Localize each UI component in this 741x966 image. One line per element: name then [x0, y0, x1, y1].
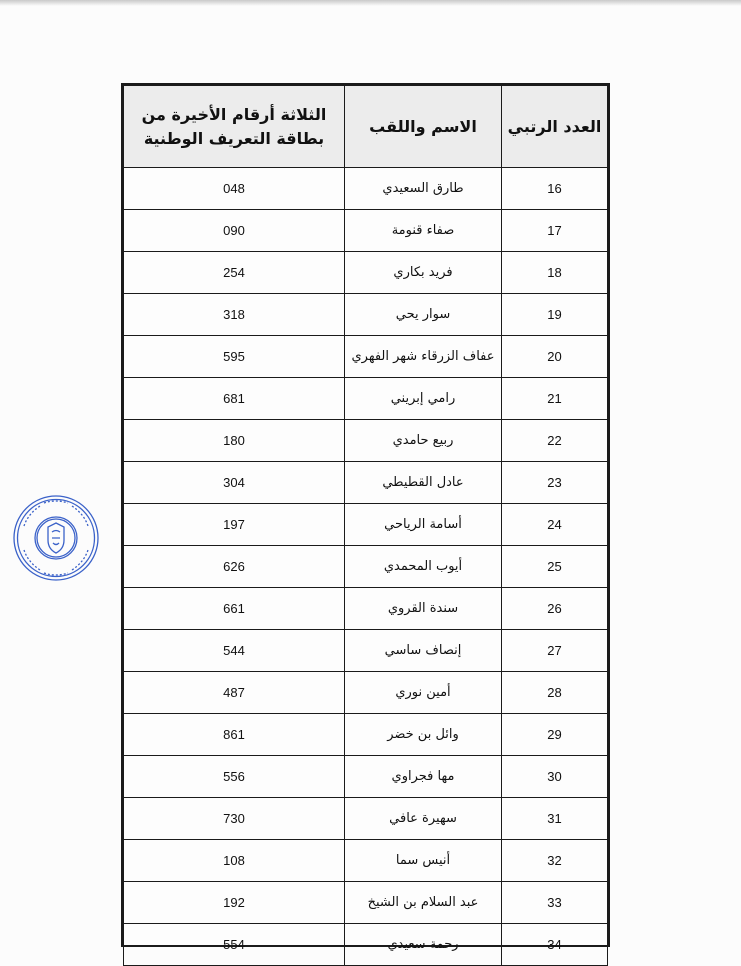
- official-seal-icon: [12, 494, 100, 582]
- id-digits-cell: 048: [124, 168, 345, 210]
- id-digits-cell: 180: [124, 420, 345, 462]
- id-digits-cell: 318: [124, 294, 345, 336]
- name-cell: رامي إبريني: [345, 378, 502, 420]
- id-digits-cell: 730: [124, 798, 345, 840]
- serial-cell: 21: [502, 378, 608, 420]
- table-row: [124, 588, 608, 630]
- serial-cell: 20: [502, 336, 608, 378]
- serial-cell: 30: [502, 756, 608, 798]
- table-row: [124, 672, 608, 714]
- name-cell: عفاف الزرقاء شهر الفهري: [345, 336, 502, 378]
- name-cell: عادل القطيطي: [345, 462, 502, 504]
- id-digits-cell: 192: [124, 882, 345, 924]
- serial-cell: 24: [502, 504, 608, 546]
- table-row: [124, 462, 608, 504]
- id-digits-cell: 861: [124, 714, 345, 756]
- table-row: [124, 252, 608, 294]
- table-row: [124, 294, 608, 336]
- id-digits-cell: 681: [124, 378, 345, 420]
- table-row: [124, 168, 608, 210]
- scan-edge-shadow: [0, 0, 741, 6]
- name-cell: ربيع حامدي: [345, 420, 502, 462]
- name-cell: صفاء قنومة: [345, 210, 502, 252]
- name-cell: طارق السعيدي: [345, 168, 502, 210]
- name-cell: أنيس سما: [345, 840, 502, 882]
- table-row: [124, 756, 608, 798]
- header-serial: العدد الرتبي: [502, 86, 608, 168]
- serial-cell: 17: [502, 210, 608, 252]
- id-digits-cell: 595: [124, 336, 345, 378]
- id-digits-cell: 661: [124, 588, 345, 630]
- table-row: [124, 336, 608, 378]
- id-digits-cell: 544: [124, 630, 345, 672]
- serial-cell: 33: [502, 882, 608, 924]
- name-cell: أمين نوري: [345, 672, 502, 714]
- id-digits-cell: 556: [124, 756, 345, 798]
- serial-cell: 32: [502, 840, 608, 882]
- serial-cell: 31: [502, 798, 608, 840]
- serial-cell: 16: [502, 168, 608, 210]
- name-cell: عبد السلام بن الشيخ: [345, 882, 502, 924]
- id-digits-cell: 626: [124, 546, 345, 588]
- header-name: الاسم واللقب: [345, 86, 502, 168]
- id-digits-cell: 090: [124, 210, 345, 252]
- table-header-row: [124, 86, 608, 168]
- table-row: [124, 504, 608, 546]
- serial-cell: 26: [502, 588, 608, 630]
- name-cell: أسامة الرياحي: [345, 504, 502, 546]
- header-id-digits: الثلاثة أرقام الأخيرة من بطاقة التعريف الوطنية: [124, 86, 345, 168]
- serial-cell: 25: [502, 546, 608, 588]
- id-digits-cell: 487: [124, 672, 345, 714]
- serial-cell: 27: [502, 630, 608, 672]
- table-row: [124, 630, 608, 672]
- id-digits-cell: 554: [124, 924, 345, 966]
- serial-cell: 18: [502, 252, 608, 294]
- table-row: [124, 546, 608, 588]
- name-cell: إنصاف ساسي: [345, 630, 502, 672]
- name-cell: فريد بكاري: [345, 252, 502, 294]
- serial-cell: 28: [502, 672, 608, 714]
- table-row: [124, 924, 608, 966]
- participants-table: [123, 85, 608, 966]
- table-row: [124, 714, 608, 756]
- name-cell: سندة القروي: [345, 588, 502, 630]
- name-cell: سهيرة عافي: [345, 798, 502, 840]
- participants-table-frame: [121, 83, 610, 952]
- name-cell: مها فجراوي: [345, 756, 502, 798]
- table-row: [124, 840, 608, 882]
- table-row: [124, 210, 608, 252]
- serial-cell: 29: [502, 714, 608, 756]
- serial-cell: 23: [502, 462, 608, 504]
- table-row: [124, 798, 608, 840]
- id-digits-cell: 108: [124, 840, 345, 882]
- id-digits-cell: 254: [124, 252, 345, 294]
- serial-cell: 34: [502, 924, 608, 966]
- id-digits-cell: 304: [124, 462, 345, 504]
- table-row: [124, 882, 608, 924]
- name-cell: وائل بن خضر: [345, 714, 502, 756]
- table-row: [124, 378, 608, 420]
- table-row: [124, 420, 608, 462]
- name-cell: سوار يحي: [345, 294, 502, 336]
- name-cell: رحمة سعيدي: [345, 924, 502, 966]
- serial-cell: 22: [502, 420, 608, 462]
- name-cell: أيوب المحمدي: [345, 546, 502, 588]
- serial-cell: 19: [502, 294, 608, 336]
- id-digits-cell: 197: [124, 504, 345, 546]
